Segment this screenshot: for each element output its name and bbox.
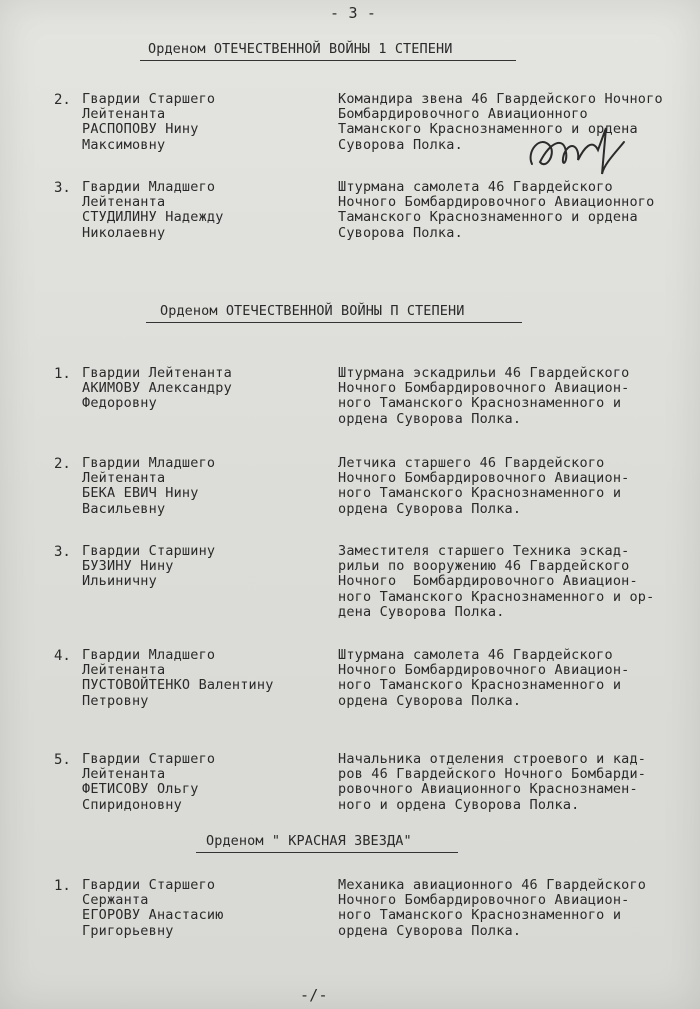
description-line: ровочного Авиационного Краснознамен- — [338, 781, 638, 797]
entry-number: 1. — [54, 366, 71, 382]
entry-number: 2. — [54, 456, 71, 472]
name-line: Гвардии Младшего — [82, 647, 216, 663]
section-title: Орденом ОТЕЧЕСТВЕННОЙ ВОЙНЫ П СТЕПЕНИ — [160, 303, 465, 319]
name-line: Федоровну — [82, 395, 157, 411]
description-line: Командира звена 46 Гвардейского Ночного — [338, 91, 663, 107]
entry-number: 1. — [54, 878, 71, 894]
name-line: РАСПОПОВУ Нину — [82, 121, 199, 137]
description-line: Летчика старшего 46 Гвардейского — [338, 455, 605, 471]
description-line: Ночного Бомбардировочного Авиацион- — [338, 470, 630, 486]
name-line: Спиридоновну — [82, 797, 182, 813]
description-line: ного Таманского Краснознаменного и — [338, 677, 622, 693]
entry-number: 5. — [54, 752, 71, 768]
description-line: Штурмана самолета 46 Гвардейского — [338, 647, 613, 663]
section-title-underline — [196, 852, 458, 853]
name-line: БЕКА ЕВИЧ Нину — [82, 485, 199, 501]
name-line: БУЗИНУ Нину — [82, 558, 174, 574]
name-line: Гвардии Старшего — [82, 751, 216, 767]
name-line: Гвардии Старшину — [82, 543, 216, 559]
name-line: ПУСТОВОЙТЕНКО Валентину — [82, 677, 274, 693]
name-line: Гвардии Младшего — [82, 179, 216, 195]
description-line: ного Таманского Краснознаменного и — [338, 907, 622, 923]
name-line: ФЕТИСОВУ Ольгу — [82, 781, 199, 797]
description-line: ного Таманского Краснознаменного и — [338, 485, 622, 501]
section-title-underline — [146, 322, 522, 323]
name-line: Григорьевну — [82, 923, 174, 939]
description-line: Суворова Полка. — [338, 225, 463, 241]
description-line: Таманского Краснознаменного и ордена — [338, 209, 638, 225]
name-line: ЕГОРОВУ Анастасию — [82, 907, 224, 923]
description-line: Суворова Полка. — [338, 137, 463, 153]
name-line: Сержанта — [82, 892, 149, 908]
name-line: АКИМОВУ Александру — [82, 380, 232, 396]
description-line: Ночного Бомбардировочного Авиацион- — [338, 892, 630, 908]
page-number: - 3 - — [330, 4, 377, 22]
description-line: ордена Суворова Полка. — [338, 501, 522, 517]
description-line: ров 46 Гвардейского Ночного Бомбарди- — [338, 766, 647, 782]
name-line: Гвардии Младшего — [82, 455, 216, 471]
description-line: рильи по вооружению 46 Гвардейского — [338, 558, 630, 574]
name-line: Ильиничну — [82, 573, 157, 589]
name-line: Максимовну — [82, 137, 166, 153]
name-line: Лейтенанта — [82, 766, 166, 782]
name-line: Гвардии Старшего — [82, 877, 216, 893]
entry-number: 3. — [54, 544, 71, 560]
description-line: Ночного Бомбардировочного Авиацион- — [338, 662, 630, 678]
page-footer-mark: -/- — [300, 986, 328, 1004]
name-line: Лейтенанта — [82, 662, 166, 678]
name-line: Николаевну — [82, 225, 166, 241]
entry-number: 4. — [54, 648, 71, 664]
entry-number: 2. — [54, 92, 71, 108]
description-line: Штурмана эскадрильи 46 Гвардейского — [338, 365, 630, 381]
section-title-underline — [140, 60, 516, 61]
name-line: Васильевну — [82, 501, 166, 517]
description-line: Таманского Краснознаменного и ордена — [338, 121, 638, 137]
section-title: Орденом " КРАСНАЯ ЗВЕЗДА" — [206, 833, 412, 849]
description-line: Начальника отделения строевого и кад- — [338, 751, 647, 767]
name-line: Гвардии Старшего — [82, 91, 216, 107]
description-line: ного Таманского Краснознаменного и ор- — [338, 589, 655, 605]
description-line: ордена Суворова Полка. — [338, 411, 522, 427]
description-line: Заместителя старшего Техника эскад- — [338, 543, 630, 559]
description-line: Бомбардировочного Авиационного — [338, 106, 588, 122]
name-line: СТУДИЛИНУ Надежду — [82, 209, 224, 225]
entry-number: 3. — [54, 180, 71, 196]
name-line: Лейтенанта — [82, 470, 166, 486]
description-line: Ночного Бомбардировочного Авиационного — [338, 194, 655, 210]
description-line: Штурмана самолета 46 Гвардейского — [338, 179, 613, 195]
description-line: ного Таманского Краснознаменного и — [338, 395, 622, 411]
description-line: ордена Суворова Полка. — [338, 693, 522, 709]
description-line: ордена Суворова Полка. — [338, 923, 522, 939]
name-line: Гвардии Лейтенанта — [82, 365, 232, 381]
description-line: Ночного Бомбардировочного Авиацион- — [338, 573, 638, 589]
description-line: дена Суворова Полка. — [338, 604, 505, 620]
description-line: Механика авиационного 46 Гвардейского — [338, 877, 647, 893]
name-line: Петровну — [82, 693, 149, 709]
name-line: Лейтенанта — [82, 194, 166, 210]
description-line: ного и ордена Суворова Полка. — [338, 797, 580, 813]
description-line: Ночного Бомбардировочного Авиацион- — [338, 380, 630, 396]
name-line: Лейтенанта — [82, 106, 166, 122]
section-title: Орденом ОТЕЧЕСТВЕННОЙ ВОЙНЫ 1 СТЕПЕНИ — [148, 41, 453, 57]
